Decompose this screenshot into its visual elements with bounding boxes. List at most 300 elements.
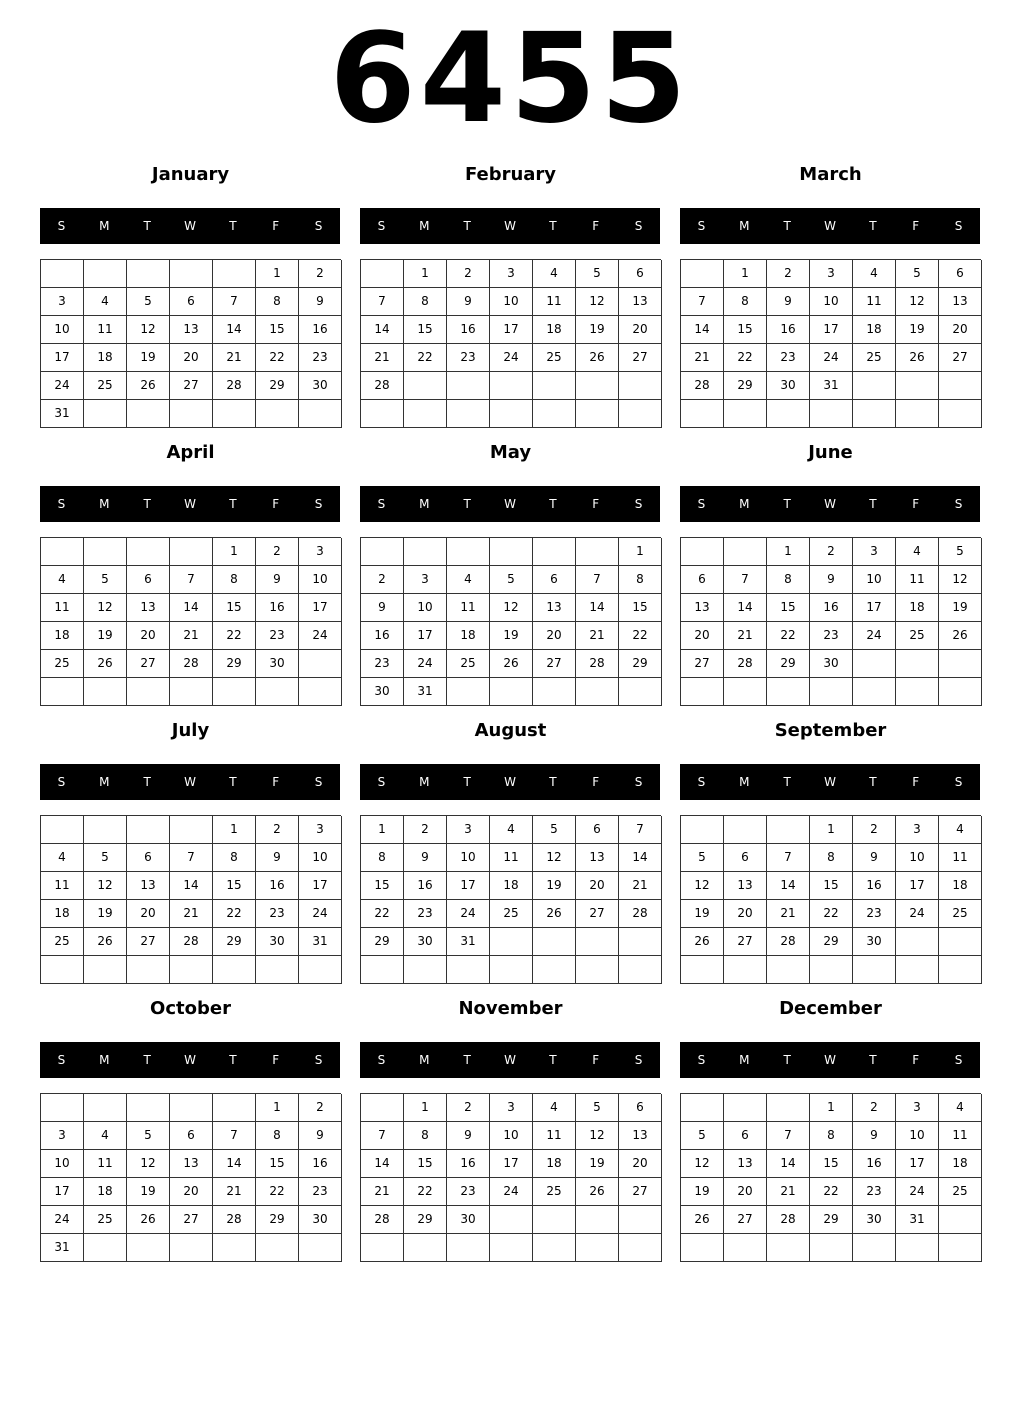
- day-cell: 30: [256, 928, 299, 956]
- day-cell: 21: [170, 622, 213, 650]
- day-cell: 2: [361, 566, 404, 594]
- day-cell: 19: [490, 622, 533, 650]
- day-cell: 13: [681, 594, 724, 622]
- month-august: [360, 716, 661, 988]
- day-cell: 30: [810, 650, 853, 678]
- empty-day-cell: [533, 928, 576, 956]
- day-cell: 9: [299, 288, 342, 316]
- day-cell: 11: [41, 594, 84, 622]
- day-cell: 15: [361, 872, 404, 900]
- day-cell: 5: [84, 844, 127, 872]
- day-cell: 4: [853, 260, 896, 288]
- day-cell: 20: [619, 1150, 662, 1178]
- day-cell: 9: [256, 566, 299, 594]
- month-name: January: [151, 164, 230, 185]
- empty-day-cell: [939, 678, 982, 706]
- day-cell: 17: [810, 316, 853, 344]
- day-cell: 27: [127, 928, 170, 956]
- day-cell: 14: [576, 594, 619, 622]
- day-cell: 20: [170, 344, 213, 372]
- day-cell: 28: [213, 372, 256, 400]
- empty-day-cell: [170, 956, 213, 984]
- day-cell: 12: [576, 288, 619, 316]
- day-cell: 29: [810, 1206, 853, 1234]
- day-cell: 4: [533, 1094, 576, 1122]
- empty-day-cell: [767, 1234, 810, 1262]
- day-cell: 14: [170, 872, 213, 900]
- weekday-header: [360, 208, 660, 244]
- day-cell: 11: [533, 288, 576, 316]
- day-cell: 7: [767, 844, 810, 872]
- empty-day-cell: [939, 372, 982, 400]
- day-cell: 3: [810, 260, 853, 288]
- day-cell: 11: [853, 288, 896, 316]
- day-cell: 10: [896, 1122, 939, 1150]
- day-cell: 11: [84, 316, 127, 344]
- empty-day-cell: [681, 816, 724, 844]
- day-cell: 5: [84, 566, 127, 594]
- day-cell: 10: [810, 288, 853, 316]
- day-cell: 10: [41, 316, 84, 344]
- day-cell: 11: [84, 1150, 127, 1178]
- day-cell: 8: [810, 844, 853, 872]
- day-cell: 13: [724, 1150, 767, 1178]
- day-cell: 6: [724, 844, 767, 872]
- empty-day-cell: [170, 1094, 213, 1122]
- empty-day-cell: [576, 1234, 619, 1262]
- day-cell: 7: [619, 816, 662, 844]
- day-cell: 23: [767, 344, 810, 372]
- empty-day-cell: [361, 956, 404, 984]
- empty-day-cell: [533, 1206, 576, 1234]
- empty-day-cell: [576, 928, 619, 956]
- day-cell: 5: [127, 1122, 170, 1150]
- day-cell: 31: [810, 372, 853, 400]
- day-cell: 26: [939, 622, 982, 650]
- day-cell: 1: [724, 260, 767, 288]
- day-cell: 21: [767, 1178, 810, 1206]
- day-cell: 4: [896, 538, 939, 566]
- weekday-label: S: [697, 497, 706, 511]
- day-cell: 19: [576, 1150, 619, 1178]
- empty-day-cell: [619, 400, 662, 428]
- day-cell: 6: [681, 566, 724, 594]
- empty-day-cell: [724, 816, 767, 844]
- day-cell: 10: [41, 1150, 84, 1178]
- empty-day-cell: [896, 650, 939, 678]
- day-cell: 3: [299, 816, 342, 844]
- weekday-label: T: [463, 497, 471, 511]
- day-cell: 2: [853, 1094, 896, 1122]
- empty-day-cell: [853, 1234, 896, 1262]
- day-cell: 22: [810, 900, 853, 928]
- weekday-label: S: [954, 1053, 963, 1067]
- day-cell: 31: [41, 400, 84, 428]
- day-cell: 18: [41, 622, 84, 650]
- day-cell: 2: [256, 816, 299, 844]
- day-cell: 25: [533, 1178, 576, 1206]
- day-cell: 5: [939, 538, 982, 566]
- day-cell: 6: [127, 844, 170, 872]
- day-cell: 28: [619, 900, 662, 928]
- weekday-header: [40, 208, 340, 244]
- day-cell: 26: [681, 1206, 724, 1234]
- day-cell: 12: [681, 1150, 724, 1178]
- day-cell: 18: [490, 872, 533, 900]
- day-cell: 25: [896, 622, 939, 650]
- day-cell: 1: [619, 538, 662, 566]
- day-cell: 18: [84, 344, 127, 372]
- day-cell: 16: [299, 1150, 342, 1178]
- weekday-label: F: [592, 1053, 600, 1067]
- day-cell: 1: [256, 1094, 299, 1122]
- month-january: [40, 160, 341, 432]
- empty-day-cell: [127, 816, 170, 844]
- day-cell: 21: [576, 622, 619, 650]
- empty-day-cell: [681, 1094, 724, 1122]
- day-cell: 2: [404, 816, 447, 844]
- empty-day-cell: [576, 1206, 619, 1234]
- day-cell: 11: [41, 872, 84, 900]
- day-cell: 21: [361, 344, 404, 372]
- weekday-label: S: [314, 219, 323, 233]
- day-cell: 1: [213, 538, 256, 566]
- empty-day-cell: [256, 678, 299, 706]
- day-cell: 12: [576, 1122, 619, 1150]
- empty-day-cell: [619, 372, 662, 400]
- day-cell: 19: [84, 622, 127, 650]
- day-cell: 31: [41, 1234, 84, 1262]
- empty-day-cell: [84, 260, 127, 288]
- day-cell: 24: [853, 622, 896, 650]
- empty-day-cell: [127, 538, 170, 566]
- day-cell: 22: [619, 622, 662, 650]
- empty-day-cell: [299, 956, 342, 984]
- empty-day-cell: [447, 1234, 490, 1262]
- day-cell: 24: [41, 1206, 84, 1234]
- day-cell: 7: [213, 288, 256, 316]
- empty-day-cell: [619, 1206, 662, 1234]
- empty-day-cell: [896, 1234, 939, 1262]
- day-cell: 30: [299, 372, 342, 400]
- day-cell: 18: [939, 872, 982, 900]
- day-grid: [680, 1093, 981, 1262]
- month-december: [680, 994, 981, 1266]
- day-cell: 22: [724, 344, 767, 372]
- month-april: [40, 438, 341, 710]
- day-cell: 17: [41, 1178, 84, 1206]
- weekday-label: W: [504, 497, 516, 511]
- day-cell: 24: [41, 372, 84, 400]
- day-cell: 20: [724, 900, 767, 928]
- day-cell: 7: [576, 566, 619, 594]
- month-november: [360, 994, 661, 1266]
- empty-day-cell: [299, 678, 342, 706]
- day-cell: 17: [490, 1150, 533, 1178]
- day-cell: 20: [170, 1178, 213, 1206]
- empty-day-cell: [127, 400, 170, 428]
- day-cell: 17: [896, 1150, 939, 1178]
- day-cell: 20: [724, 1178, 767, 1206]
- day-cell: 16: [404, 872, 447, 900]
- day-cell: 6: [619, 260, 662, 288]
- day-cell: 28: [767, 928, 810, 956]
- day-cell: 26: [576, 1178, 619, 1206]
- day-cell: 26: [490, 650, 533, 678]
- day-cell: 13: [533, 594, 576, 622]
- empty-day-cell: [170, 678, 213, 706]
- day-cell: 27: [170, 1206, 213, 1234]
- day-grid: [680, 259, 981, 428]
- empty-day-cell: [84, 816, 127, 844]
- weekday-label: M: [739, 1053, 750, 1067]
- day-cell: 8: [404, 1122, 447, 1150]
- day-cell: 21: [170, 900, 213, 928]
- weekday-label: T: [783, 775, 791, 789]
- month-name: July: [171, 720, 210, 741]
- day-cell: 2: [767, 260, 810, 288]
- day-cell: 13: [939, 288, 982, 316]
- empty-day-cell: [810, 1234, 853, 1262]
- empty-day-cell: [213, 1234, 256, 1262]
- day-cell: 26: [84, 928, 127, 956]
- day-cell: 24: [299, 622, 342, 650]
- empty-day-cell: [299, 400, 342, 428]
- day-cell: 17: [404, 622, 447, 650]
- day-cell: 20: [619, 316, 662, 344]
- weekday-label: F: [272, 775, 280, 789]
- empty-day-cell: [533, 538, 576, 566]
- empty-day-cell: [447, 956, 490, 984]
- weekday-header: [40, 486, 340, 522]
- day-cell: 19: [681, 900, 724, 928]
- day-cell: 22: [213, 622, 256, 650]
- day-cell: 28: [724, 650, 767, 678]
- empty-day-cell: [127, 260, 170, 288]
- day-cell: 28: [361, 372, 404, 400]
- day-cell: 8: [724, 288, 767, 316]
- weekday-label: T: [143, 219, 151, 233]
- day-cell: 15: [404, 1150, 447, 1178]
- empty-day-cell: [361, 1234, 404, 1262]
- day-cell: 8: [213, 566, 256, 594]
- day-cell: 12: [533, 844, 576, 872]
- day-grid: [40, 1093, 341, 1262]
- weekday-label: M: [419, 775, 430, 789]
- day-grid: [40, 815, 341, 984]
- day-cell: 26: [576, 344, 619, 372]
- day-cell: 28: [170, 928, 213, 956]
- day-cell: 12: [490, 594, 533, 622]
- weekday-label: T: [463, 1053, 471, 1067]
- day-cell: 27: [533, 650, 576, 678]
- day-cell: 30: [853, 1206, 896, 1234]
- day-cell: 30: [361, 678, 404, 706]
- day-cell: 30: [299, 1206, 342, 1234]
- day-cell: 16: [853, 1150, 896, 1178]
- weekday-header: [680, 486, 980, 522]
- empty-day-cell: [361, 1094, 404, 1122]
- weekday-label: T: [783, 219, 791, 233]
- day-grid: [680, 537, 981, 706]
- day-cell: 17: [490, 316, 533, 344]
- day-cell: 16: [299, 316, 342, 344]
- weekday-label: F: [912, 775, 920, 789]
- empty-day-cell: [939, 650, 982, 678]
- empty-day-cell: [490, 400, 533, 428]
- day-cell: 4: [490, 816, 533, 844]
- year-title: 6455: [329, 7, 691, 151]
- day-cell: 14: [213, 1150, 256, 1178]
- weekday-label: W: [504, 775, 516, 789]
- day-cell: 18: [84, 1178, 127, 1206]
- day-cell: 8: [767, 566, 810, 594]
- day-cell: 28: [213, 1206, 256, 1234]
- day-cell: 8: [404, 288, 447, 316]
- day-cell: 14: [170, 594, 213, 622]
- weekday-label: S: [634, 219, 643, 233]
- weekday-label: S: [377, 1053, 386, 1067]
- day-cell: 17: [853, 594, 896, 622]
- day-grid: [680, 815, 981, 984]
- empty-day-cell: [84, 538, 127, 566]
- weekday-label: S: [634, 497, 643, 511]
- weekday-label: W: [184, 219, 196, 233]
- empty-day-cell: [127, 1094, 170, 1122]
- weekday-label: F: [912, 219, 920, 233]
- day-cell: 17: [299, 872, 342, 900]
- weekday-label: S: [314, 497, 323, 511]
- day-cell: 29: [213, 650, 256, 678]
- month-may: [360, 438, 661, 710]
- day-cell: 23: [810, 622, 853, 650]
- weekday-header: [680, 208, 980, 244]
- empty-day-cell: [939, 1234, 982, 1262]
- empty-day-cell: [619, 678, 662, 706]
- day-cell: 22: [404, 344, 447, 372]
- day-cell: 3: [896, 1094, 939, 1122]
- day-cell: 9: [447, 288, 490, 316]
- day-cell: 2: [256, 538, 299, 566]
- day-cell: 6: [170, 288, 213, 316]
- day-cell: 5: [127, 288, 170, 316]
- day-cell: 25: [84, 372, 127, 400]
- day-cell: 20: [939, 316, 982, 344]
- day-cell: 27: [724, 928, 767, 956]
- empty-day-cell: [41, 1094, 84, 1122]
- day-cell: 21: [361, 1178, 404, 1206]
- day-cell: 22: [810, 1178, 853, 1206]
- month-name: October: [150, 998, 231, 1019]
- weekday-label: M: [99, 775, 110, 789]
- day-cell: 21: [724, 622, 767, 650]
- day-cell: 14: [767, 872, 810, 900]
- day-cell: 11: [896, 566, 939, 594]
- day-cell: 8: [256, 1122, 299, 1150]
- weekday-label: F: [592, 219, 600, 233]
- day-cell: 23: [447, 1178, 490, 1206]
- weekday-label: M: [739, 497, 750, 511]
- day-cell: 30: [256, 650, 299, 678]
- empty-day-cell: [724, 956, 767, 984]
- empty-day-cell: [404, 956, 447, 984]
- empty-day-cell: [810, 400, 853, 428]
- day-cell: 16: [447, 316, 490, 344]
- weekday-label: S: [634, 1053, 643, 1067]
- empty-day-cell: [213, 260, 256, 288]
- day-cell: 25: [939, 1178, 982, 1206]
- empty-day-cell: [299, 650, 342, 678]
- empty-day-cell: [724, 678, 767, 706]
- day-cell: 3: [490, 260, 533, 288]
- day-cell: 21: [213, 344, 256, 372]
- empty-day-cell: [724, 538, 767, 566]
- day-cell: 22: [361, 900, 404, 928]
- day-cell: 2: [853, 816, 896, 844]
- day-cell: 14: [361, 1150, 404, 1178]
- weekday-label: S: [57, 497, 66, 511]
- day-cell: 25: [533, 344, 576, 372]
- day-cell: 12: [681, 872, 724, 900]
- empty-day-cell: [404, 538, 447, 566]
- day-cell: 13: [724, 872, 767, 900]
- day-cell: 22: [256, 1178, 299, 1206]
- empty-day-cell: [810, 956, 853, 984]
- day-cell: 21: [767, 900, 810, 928]
- day-cell: 16: [256, 872, 299, 900]
- day-cell: 15: [810, 872, 853, 900]
- day-cell: 26: [84, 650, 127, 678]
- day-cell: 17: [447, 872, 490, 900]
- day-grid: [360, 1093, 661, 1262]
- empty-day-cell: [681, 400, 724, 428]
- day-cell: 24: [490, 344, 533, 372]
- day-cell: 13: [619, 1122, 662, 1150]
- day-cell: 16: [447, 1150, 490, 1178]
- weekday-label: W: [504, 1053, 516, 1067]
- weekday-label: M: [99, 497, 110, 511]
- day-cell: 29: [619, 650, 662, 678]
- day-cell: 6: [170, 1122, 213, 1150]
- day-cell: 20: [576, 872, 619, 900]
- day-cell: 1: [810, 816, 853, 844]
- day-cell: 19: [896, 316, 939, 344]
- day-cell: 31: [299, 928, 342, 956]
- day-cell: 12: [127, 1150, 170, 1178]
- empty-day-cell: [404, 400, 447, 428]
- day-cell: 6: [576, 816, 619, 844]
- weekday-label: F: [272, 1053, 280, 1067]
- day-cell: 14: [361, 316, 404, 344]
- day-cell: 7: [724, 566, 767, 594]
- day-cell: 30: [767, 372, 810, 400]
- weekday-label: F: [912, 497, 920, 511]
- day-cell: 25: [41, 650, 84, 678]
- month-march: [680, 160, 981, 432]
- weekday-label: S: [57, 1053, 66, 1067]
- day-cell: 9: [853, 1122, 896, 1150]
- empty-day-cell: [490, 1234, 533, 1262]
- empty-day-cell: [490, 678, 533, 706]
- day-cell: 20: [681, 622, 724, 650]
- weekday-label: S: [314, 775, 323, 789]
- weekday-header: [360, 764, 660, 800]
- day-cell: 13: [576, 844, 619, 872]
- day-cell: 6: [533, 566, 576, 594]
- empty-day-cell: [127, 678, 170, 706]
- empty-day-cell: [896, 678, 939, 706]
- empty-day-cell: [681, 538, 724, 566]
